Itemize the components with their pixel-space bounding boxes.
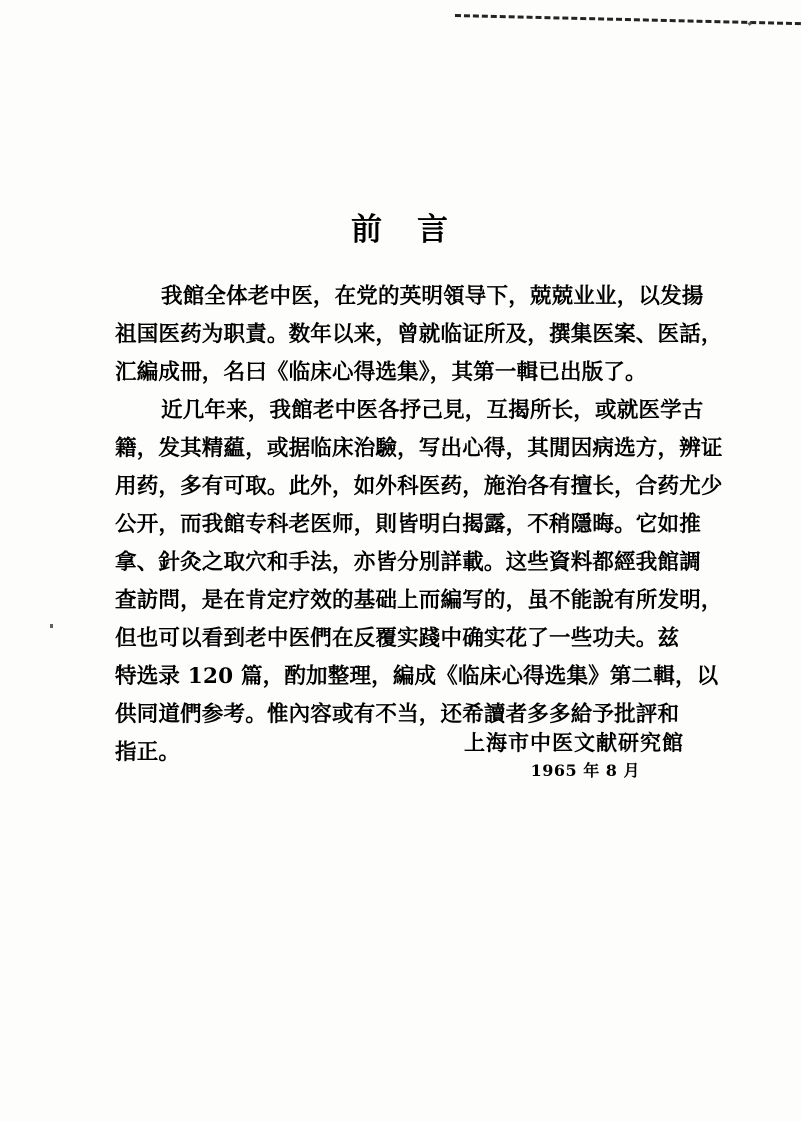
paragraph-1: [115, 278, 723, 392]
signature-block: [0, 728, 801, 784]
signature-date: 1965 年 8 月: [530, 761, 640, 780]
paragraph-line: 祖国医药为职責。数年以来，曾就临证所及，撰集医案、医話，: [115, 322, 723, 347]
paragraph-line: 公开，而我館专科老医师，則皆明白揭露，不稍隱晦。它如推: [115, 512, 701, 537]
paragraph-line: 汇編成冊，名曰《临床心得选集》，其第一輯已出版了。: [115, 360, 647, 385]
page-title: 前 言: [351, 212, 450, 248]
paragraph-line: 供同道們参考。惟內容或有不当，还希讀者多多給予批評和: [115, 702, 680, 727]
paragraph-line: 特选录 120 篇，酌加整理，編成《临床心得选集》第二輯，以: [115, 664, 719, 689]
paragraph-2: [115, 392, 723, 772]
paragraph-line: 拿、針灸之取穴和手法，亦皆分別詳載。这些資料都經我館調: [115, 550, 701, 575]
paragraph-line: 查訪問，是在肯定疗效的基础上而編写的，虽不能說有所发明，: [115, 588, 723, 613]
paragraph-line: 指正。: [115, 740, 181, 765]
paragraph-line: 籍，发其精藴，或据临床治驗，写出心得，其閒因病选方，辨证: [115, 436, 723, 461]
scan-speck-left-margin: [50, 624, 53, 628]
paragraph-line: 但也可以看到老中医們在反覆实踐中确实花了一些功夫。兹: [115, 626, 680, 651]
preface-body: [115, 278, 723, 772]
paragraph-line: 用药，多有可取。此外，如外科医药，施治各有擅长，合药尤少: [115, 474, 723, 499]
paragraph-line: 近几年来，我館老中医各抒己見，互揭所长，或就医学古: [161, 398, 704, 423]
signature-organization: 上海市中医文献研究館: [464, 730, 684, 755]
paragraph-line: 我館全体老中医，在党的英明領导下，兢兢业业，以发揚: [161, 284, 704, 309]
scan-speck-top-right: [748, 21, 753, 26]
